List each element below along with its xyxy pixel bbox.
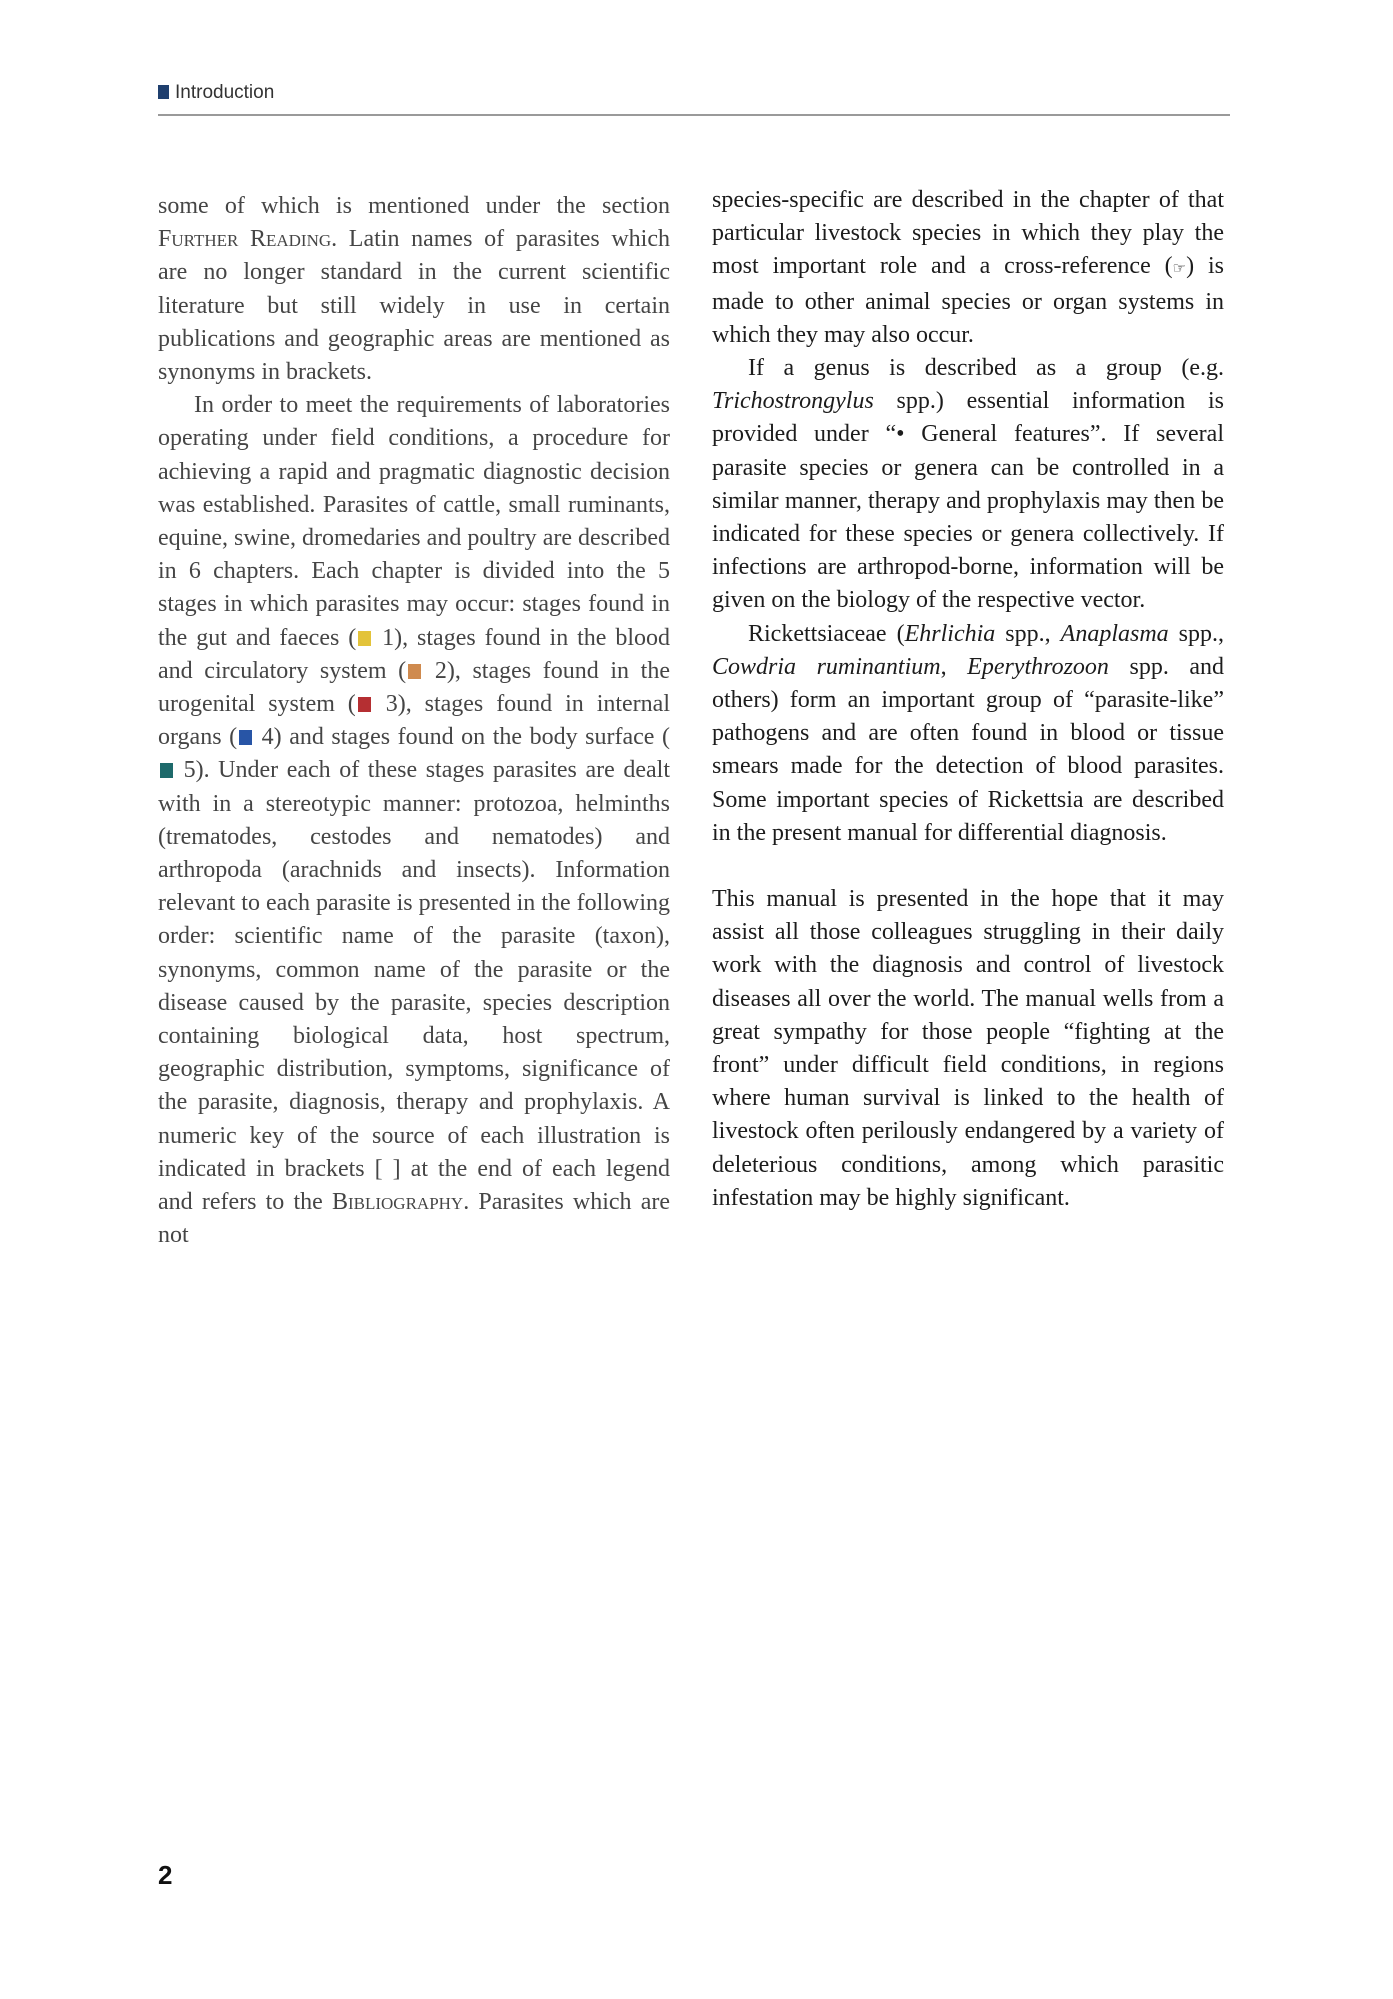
right-text-column [712, 184, 1224, 1215]
header-square-icon [158, 85, 169, 99]
right-paragraph-4: This manual is presented in the hope that it may assist all those colleagues struggling in their daily work with the diagnosis and control of livestock diseases all over the world. The manual wells from a great sympathy for those people “fighting at the front” under difficult field conditions, in regions where human survival is linked to the health of livestock often perilously endangered by a variety of deleterious conditions, among which parasitic infestation may be highly significant. [712, 886, 1224, 1211]
bibliography-ref: Bibliography [331, 1189, 464, 1216]
right-paragraph-1: species-specific are described in the chapter of that particular livestock species in which they play the most important role and a cross-reference (☞) is made to other animal species or organ systems in which they may also occur. [712, 187, 1225, 348]
taxon-cowdria: Cowdria ruminantium [712, 653, 941, 680]
right-paragraph-2: If a genus is described as a group (e.g. Trichostrongylus spp.) essential information is provided under “• General features”. If several parasite species or genera can be controlled in a similar manner, therapy and prophylaxis may then be indicated for these species or genera collectively. If infections are arthropod-borne, information will be given on the biology of the respective vector. [712, 355, 1224, 614]
paragraph-gap [712, 850, 1224, 883]
genus-name: Trichostrongylus [712, 388, 874, 415]
page-number: 2 [158, 1860, 173, 1890]
left-paragraph-1: some of which is mentioned under the section Further Reading. Latin names of parasites which are no longer standard in the current scientific literature but still widely in use in certain publications and geographic areas are mentioned as synonyms in brackets. [158, 193, 670, 386]
stage-4-swatch-icon [239, 730, 252, 745]
stage-3-swatch-icon [358, 697, 371, 712]
header-section-title: Introduction [175, 82, 275, 103]
running-header [158, 82, 1230, 116]
stage-2-swatch-icon [408, 664, 421, 679]
stage-5-swatch-icon [160, 763, 173, 778]
left-text-column [158, 190, 670, 1253]
stage-1-swatch-icon [358, 631, 371, 646]
taxon-anaplasma: Anaplasma [1060, 620, 1169, 647]
right-paragraph-3: Rickettsiaceae (Ehrlichia spp., Anaplasma spp., Cowdria ruminantium, Eperythrozoon spp. and others) form an important group of “parasite-like” pathogens and are often found in blood or tissue smears made for the detection of blood parasites. Some important species of Rickettsia are described in the present manual for differential diagnosis. [712, 620, 1225, 846]
pointing-hand-icon: ☞ [1172, 259, 1187, 278]
taxon-eperythrozoon: Eperythrozoon [967, 653, 1109, 680]
left-paragraph-2: In order to meet the requirements of laboratories operating under field conditions, a procedure for achieving a rapid and pragmatic diagnostic decision was established. Parasites of cattle, small ruminants, equine, swine, dromedaries and poultry are described in 6 chapters. Each chapter is divided into the 5 stages in which parasites may occur: stages found in the gut and faeces ( 1), stages found in the blood and circulatory system ( 2), stages found in the urogenital system ( 3), stages found in internal organs ( 4) and stages found on the body surface ( 5). Under each of these stages parasites are dealt with in a stereotypic manner: protozoa, helminths (trematodes, cestodes and nematodes) and arthropoda (arachnids and insects). Information relevant to each parasite is presented in the following order: scientific name of the parasite (taxon), synonyms, common name of the parasite or the disease caused by the parasite, species description containing biological data, host spectrum, geographic distribution, symptoms, significance of the parasite, diagnosis, therapy and prophylaxis. A numeric key of the source of each illustration is indicated in brackets [ ] at the end of each legend and refers to the Bibliography. Parasites which are not [158, 392, 671, 1249]
further-reading-ref: Further Reading [158, 226, 332, 253]
taxon-ehrlichia: Ehrlichia [904, 620, 996, 647]
